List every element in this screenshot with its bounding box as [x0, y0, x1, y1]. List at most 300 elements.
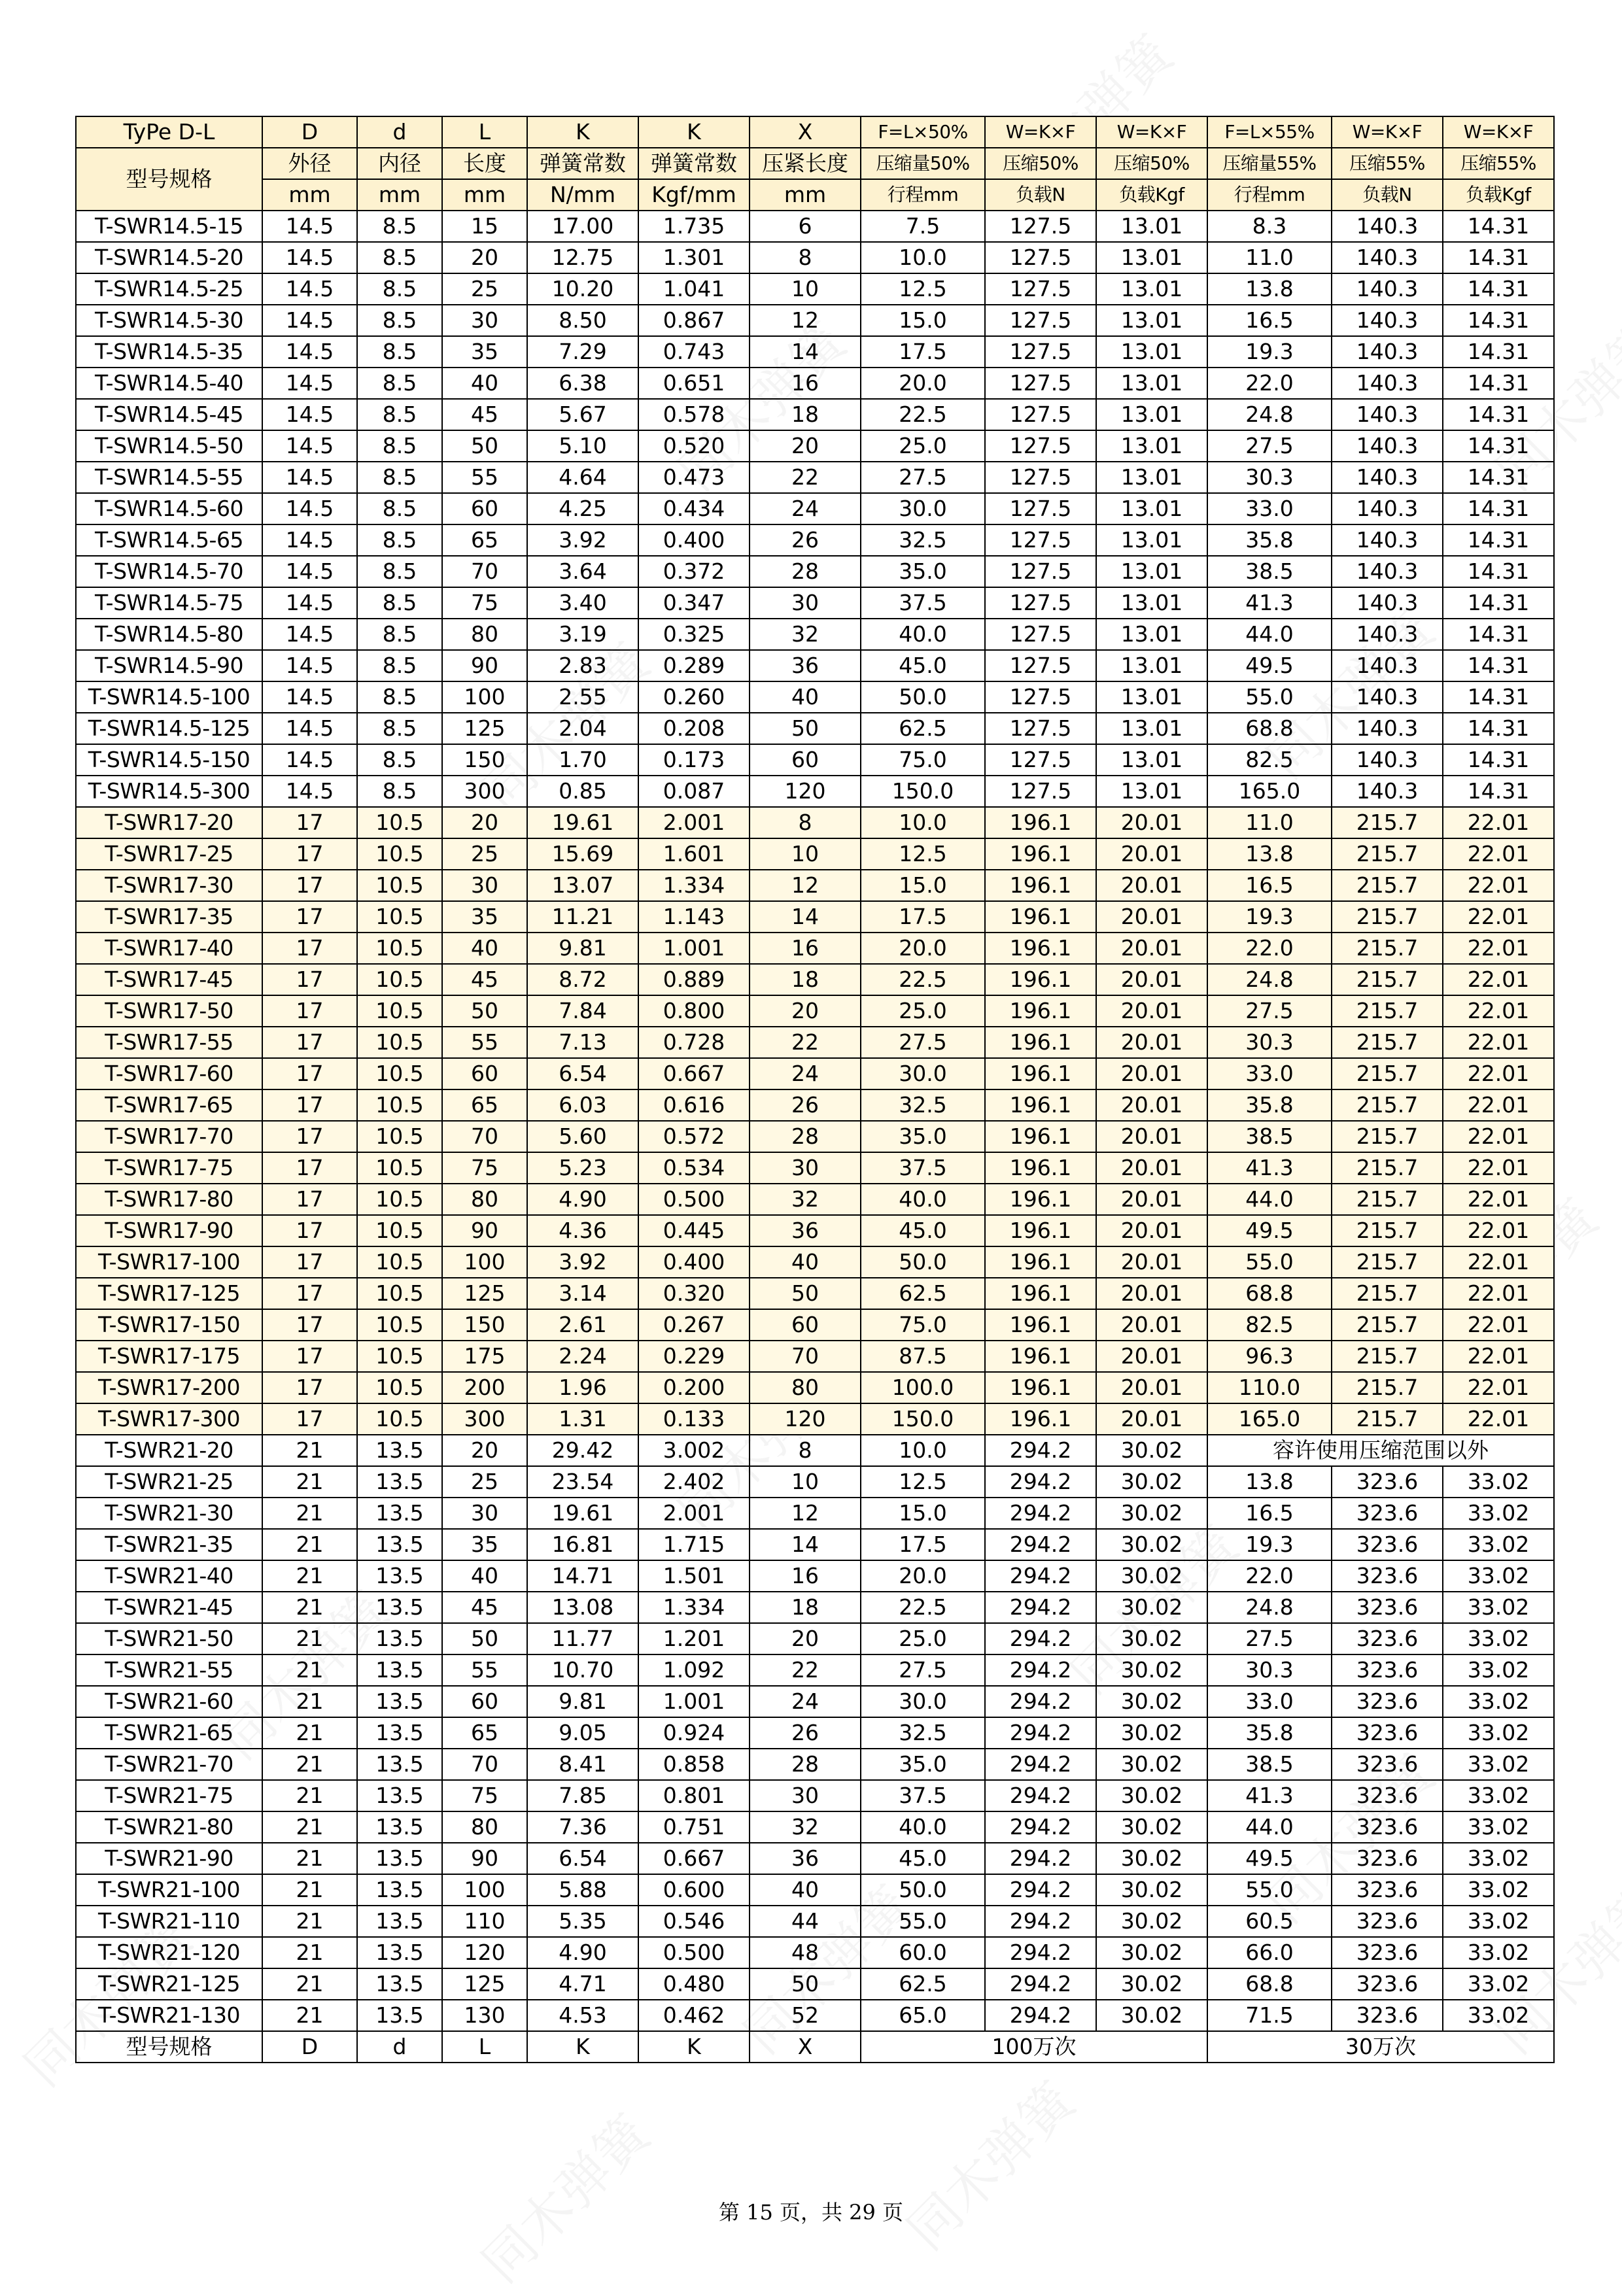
table-cell: 17	[262, 870, 357, 901]
header-cell: W=K×F	[1096, 116, 1207, 148]
table-cell: 2.24	[527, 1341, 638, 1372]
table-cell: 215.7	[1332, 870, 1443, 901]
model-cell: T-SWR21-110	[76, 1906, 262, 1937]
table-row	[76, 1058, 1554, 1089]
table-cell: 14.5	[262, 336, 357, 368]
table-cell: 80	[442, 619, 527, 650]
table-cell: 13.5	[357, 1529, 442, 1560]
table-cell: 140.3	[1332, 744, 1443, 776]
table-cell: 68.8	[1207, 1968, 1332, 2000]
table-row	[76, 1686, 1554, 1717]
table-cell: 1.001	[638, 1686, 750, 1717]
table-cell: 21	[262, 1843, 357, 1874]
table-cell: 294.2	[985, 1780, 1096, 1811]
model-cell: T-SWR17-125	[76, 1278, 262, 1309]
table-cell: 13.5	[357, 1717, 442, 1749]
model-cell: T-SWR21-25	[76, 1466, 262, 1498]
table-cell: 323.6	[1332, 1686, 1443, 1717]
table-row	[76, 1121, 1554, 1152]
table-cell: 13.01	[1096, 273, 1207, 305]
table-cell: 35.8	[1207, 1717, 1332, 1749]
table-cell: 20.01	[1096, 1184, 1207, 1215]
table-cell: 196.1	[985, 1278, 1096, 1309]
table-cell: 294.2	[985, 1529, 1096, 1560]
table-cell: 30.02	[1096, 1654, 1207, 1686]
table-cell: 27.5	[1207, 430, 1332, 462]
table-cell: 294.2	[985, 1654, 1096, 1686]
model-cell: T-SWR21-20	[76, 1435, 262, 1466]
table-cell: 3.92	[527, 524, 638, 556]
table-cell: 8.5	[357, 242, 442, 273]
table-cell: 294.2	[985, 1686, 1096, 1717]
table-cell: 8.5	[357, 587, 442, 619]
table-cell: 1.715	[638, 1529, 750, 1560]
table-row	[76, 776, 1554, 807]
table-cell: 8.5	[357, 556, 442, 587]
table-row	[76, 1843, 1554, 1874]
table-cell: 26	[750, 1089, 861, 1121]
table-cell: 40	[442, 368, 527, 399]
footer-cell: D	[262, 2031, 357, 2063]
table-row	[76, 524, 1554, 556]
table-cell: 127.5	[985, 399, 1096, 430]
header-row-symbols	[76, 116, 1554, 148]
table-cell: 55	[442, 462, 527, 493]
table-cell: 30.02	[1096, 1435, 1207, 1466]
table-cell: 55	[442, 1654, 527, 1686]
table-cell: 14.31	[1443, 430, 1554, 462]
table-cell: 10.5	[357, 1027, 442, 1058]
table-cell: 50	[442, 430, 527, 462]
table-cell: 127.5	[985, 776, 1096, 807]
watermark-text	[887, 2063, 1088, 2264]
table-cell: 8	[750, 1435, 861, 1466]
table-cell: 30.0	[861, 1058, 985, 1089]
table-cell: 22.01	[1443, 1403, 1554, 1435]
table-cell: 20.01	[1096, 964, 1207, 995]
table-cell: 323.6	[1332, 1623, 1443, 1654]
table-cell: 140.3	[1332, 556, 1443, 587]
table-cell: 14.5	[262, 681, 357, 713]
footer-cell: K	[527, 2031, 638, 2063]
table-cell: 196.1	[985, 1027, 1096, 1058]
table-cell: 30	[750, 587, 861, 619]
table-cell: 14.5	[262, 430, 357, 462]
table-row	[76, 933, 1554, 964]
table-cell: 8.50	[527, 305, 638, 336]
model-cell: T-SWR17-40	[76, 933, 262, 964]
table-cell: 30.02	[1096, 1686, 1207, 1717]
table-cell: 20.01	[1096, 1278, 1207, 1309]
table-cell: 14.31	[1443, 524, 1554, 556]
table-cell: 30.02	[1096, 1560, 1207, 1592]
table-cell: 18	[750, 399, 861, 430]
table-cell: 24	[750, 1686, 861, 1717]
header-cell: mm	[262, 179, 357, 211]
table-cell: 215.7	[1332, 838, 1443, 870]
model-cell: T-SWR14.5-75	[76, 587, 262, 619]
table-row	[76, 681, 1554, 713]
table-cell: 52	[750, 2000, 861, 2031]
table-cell: 3.92	[527, 1246, 638, 1278]
table-cell: 294.2	[985, 1968, 1096, 2000]
model-cell: T-SWR17-150	[76, 1309, 262, 1341]
table-cell: 125	[442, 1278, 527, 1309]
table-cell: 140.3	[1332, 524, 1443, 556]
table-cell: 14.5	[262, 305, 357, 336]
header-cell: 负载N	[1332, 179, 1443, 211]
table-cell: 14	[750, 1529, 861, 1560]
table-cell: 24	[750, 1058, 861, 1089]
table-cell: 37.5	[861, 1780, 985, 1811]
table-row	[76, 1560, 1554, 1592]
table-cell: 70	[442, 1749, 527, 1780]
table-cell: 30.02	[1096, 1749, 1207, 1780]
table-cell: 13.01	[1096, 524, 1207, 556]
table-cell: 22.01	[1443, 870, 1554, 901]
table-cell: 3.19	[527, 619, 638, 650]
table-cell: 22.01	[1443, 1152, 1554, 1184]
table-cell: 196.1	[985, 870, 1096, 901]
model-cell: T-SWR14.5-100	[76, 681, 262, 713]
header-cell: 压缩50%	[985, 148, 1096, 179]
table-cell: 20.01	[1096, 1121, 1207, 1152]
table-cell: 0.173	[638, 744, 750, 776]
table-cell: 127.5	[985, 242, 1096, 273]
footer-cell: K	[638, 2031, 750, 2063]
table-cell: 323.6	[1332, 1843, 1443, 1874]
table-cell: 13.5	[357, 1466, 442, 1498]
model-cell: T-SWR14.5-45	[76, 399, 262, 430]
header-cell: L	[442, 116, 527, 148]
model-cell: T-SWR17-45	[76, 964, 262, 995]
table-row	[76, 1152, 1554, 1184]
table-cell: 8.5	[357, 713, 442, 744]
table-cell: 62.5	[861, 1278, 985, 1309]
table-row	[76, 1498, 1554, 1529]
table-cell: 12.5	[861, 838, 985, 870]
table-cell: 30.02	[1096, 2000, 1207, 2031]
model-cell: T-SWR17-55	[76, 1027, 262, 1058]
table-cell: 215.7	[1332, 901, 1443, 933]
table-cell: 14.5	[262, 211, 357, 242]
table-cell: 14.5	[262, 776, 357, 807]
table-cell: 2.402	[638, 1466, 750, 1498]
table-cell: 10.5	[357, 870, 442, 901]
table-cell: 1.301	[638, 242, 750, 273]
table-cell: 215.7	[1332, 807, 1443, 838]
table-cell: 0.200	[638, 1372, 750, 1403]
model-cell: T-SWR14.5-15	[76, 211, 262, 242]
table-cell: 1.092	[638, 1654, 750, 1686]
table-cell: 14.5	[262, 650, 357, 681]
table-cell: 215.7	[1332, 1309, 1443, 1341]
table-cell: 41.3	[1207, 1780, 1332, 1811]
table-cell: 215.7	[1332, 1246, 1443, 1278]
table-cell: 0.462	[638, 2000, 750, 2031]
table-cell: 33.02	[1443, 1654, 1554, 1686]
table-cell: 20.01	[1096, 901, 1207, 933]
table-cell: 127.5	[985, 744, 1096, 776]
table-cell: 2.04	[527, 713, 638, 744]
table-cell: 10.5	[357, 1184, 442, 1215]
table-cell: 17	[262, 1184, 357, 1215]
table-cell: 10.5	[357, 838, 442, 870]
table-cell: 22.01	[1443, 1309, 1554, 1341]
table-cell: 215.7	[1332, 1278, 1443, 1309]
table-cell: 0.372	[638, 556, 750, 587]
model-cell: T-SWR17-30	[76, 870, 262, 901]
table-cell: 82.5	[1207, 1309, 1332, 1341]
table-cell: 21	[262, 1435, 357, 1466]
table-cell: 323.6	[1332, 1937, 1443, 1968]
table-cell: 7.85	[527, 1780, 638, 1811]
table-cell: 11.21	[527, 901, 638, 933]
table-cell: 30.02	[1096, 1717, 1207, 1749]
table-cell: 33.02	[1443, 1937, 1554, 1968]
table-cell: 14.71	[527, 1560, 638, 1592]
table-cell: 22	[750, 1654, 861, 1686]
table-cell: 323.6	[1332, 2000, 1443, 2031]
table-cell: 13.01	[1096, 681, 1207, 713]
table-row	[76, 1435, 1554, 1466]
table-cell: 2.61	[527, 1309, 638, 1341]
table-cell: 19.61	[527, 807, 638, 838]
table-cell: 0.85	[527, 776, 638, 807]
table-row	[76, 493, 1554, 524]
table-cell: 21	[262, 1968, 357, 2000]
table-cell: 0.889	[638, 964, 750, 995]
table-cell: 140.3	[1332, 650, 1443, 681]
table-cell: 140.3	[1332, 399, 1443, 430]
table-cell: 215.7	[1332, 1215, 1443, 1246]
header-cell: 负载Kgf	[1096, 179, 1207, 211]
table-cell: 215.7	[1332, 1089, 1443, 1121]
table-cell: 196.1	[985, 1121, 1096, 1152]
header-cell: Kgf/mm	[638, 179, 750, 211]
table-cell: 0.400	[638, 524, 750, 556]
table-cell: 22.01	[1443, 1278, 1554, 1309]
table-cell: 40	[442, 933, 527, 964]
table-cell: 20.01	[1096, 995, 1207, 1027]
table-cell: 65	[442, 1717, 527, 1749]
table-cell: 20.01	[1096, 870, 1207, 901]
table-cell: 13.5	[357, 1780, 442, 1811]
table-cell: 50	[442, 995, 527, 1027]
table-cell: 44.0	[1207, 1811, 1332, 1843]
table-cell: 70	[442, 1121, 527, 1152]
table-cell: 140.3	[1332, 368, 1443, 399]
table-cell: 13.5	[357, 1968, 442, 2000]
table-cell: 0.500	[638, 1937, 750, 1968]
header-cell: 压缩50%	[1096, 148, 1207, 179]
table-cell: 150	[442, 1309, 527, 1341]
table-cell: 14.31	[1443, 305, 1554, 336]
table-cell: 0.347	[638, 587, 750, 619]
table-cell: 22.01	[1443, 1215, 1554, 1246]
table-row	[76, 807, 1554, 838]
table-cell: 8.5	[357, 462, 442, 493]
table-cell: 0.087	[638, 776, 750, 807]
table-cell: 196.1	[985, 1152, 1096, 1184]
table-cell: 30.02	[1096, 1968, 1207, 2000]
table-cell: 13.5	[357, 1498, 442, 1529]
table-row	[76, 1341, 1554, 1372]
model-cell: T-SWR21-55	[76, 1654, 262, 1686]
table-cell: 40	[442, 1560, 527, 1592]
table-cell: 215.7	[1332, 1152, 1443, 1184]
table-cell: 30.02	[1096, 1906, 1207, 1937]
table-cell: 1.201	[638, 1623, 750, 1654]
table-cell: 10.5	[357, 1246, 442, 1278]
table-cell: 10.5	[357, 995, 442, 1027]
table-cell: 14.31	[1443, 462, 1554, 493]
table-cell: 22.01	[1443, 1027, 1554, 1058]
table-cell: 38.5	[1207, 1749, 1332, 1780]
table-cell: 45	[442, 1592, 527, 1623]
table-cell: 17	[262, 838, 357, 870]
table-cell: 2.55	[527, 681, 638, 713]
model-cell: T-SWR17-300	[76, 1403, 262, 1435]
table-cell: 25.0	[861, 430, 985, 462]
table-cell: 6.54	[527, 1058, 638, 1089]
table-cell: 196.1	[985, 1089, 1096, 1121]
table-cell: 323.6	[1332, 1780, 1443, 1811]
table-cell: 30	[750, 1780, 861, 1811]
table-cell: 323.6	[1332, 1529, 1443, 1560]
table-cell: 20.01	[1096, 1372, 1207, 1403]
table-cell: 0.500	[638, 1184, 750, 1215]
table-cell: 150	[442, 744, 527, 776]
table-cell: 215.7	[1332, 1372, 1443, 1403]
table-row	[76, 744, 1554, 776]
table-cell: 35	[442, 901, 527, 933]
table-cell: 20.01	[1096, 1152, 1207, 1184]
table-cell: 50	[442, 1623, 527, 1654]
table-cell: 62.5	[861, 713, 985, 744]
table-cell: 10	[750, 1466, 861, 1498]
table-cell: 13.5	[357, 1906, 442, 1937]
model-cell: T-SWR21-120	[76, 1937, 262, 1968]
table-cell: 1.041	[638, 273, 750, 305]
table-cell: 140.3	[1332, 713, 1443, 744]
table-cell: 8.41	[527, 1749, 638, 1780]
table-cell: 22.01	[1443, 1184, 1554, 1215]
table-cell: 140.3	[1332, 493, 1443, 524]
table-row	[76, 399, 1554, 430]
table-cell: 13.5	[357, 1592, 442, 1623]
table-cell: 13.01	[1096, 619, 1207, 650]
table-row	[76, 556, 1554, 587]
model-cell: T-SWR21-65	[76, 1717, 262, 1749]
table-cell: 25	[442, 1466, 527, 1498]
table-cell: 32	[750, 1811, 861, 1843]
table-cell: 9.81	[527, 933, 638, 964]
table-cell: 323.6	[1332, 1717, 1443, 1749]
table-cell: 8.5	[357, 681, 442, 713]
table-cell: 110.0	[1207, 1372, 1332, 1403]
table-cell: 8.5	[357, 273, 442, 305]
table-cell: 33.0	[1207, 1058, 1332, 1089]
table-cell: 1.735	[638, 211, 750, 242]
table-cell: 11.77	[527, 1623, 638, 1654]
table-cell: 21	[262, 1466, 357, 1498]
table-cell: 20	[750, 995, 861, 1027]
table-cell: 14.31	[1443, 368, 1554, 399]
table-cell: 25	[442, 838, 527, 870]
model-cell: T-SWR14.5-70	[76, 556, 262, 587]
table-cell: 140.3	[1332, 619, 1443, 650]
table-cell: 127.5	[985, 462, 1096, 493]
table-cell: 22.01	[1443, 1089, 1554, 1121]
table-cell: 14.31	[1443, 744, 1554, 776]
header-cell: W=K×F	[985, 116, 1096, 148]
table-cell: 30.3	[1207, 1027, 1332, 1058]
table-cell: 55.0	[1207, 1246, 1332, 1278]
table-cell: 50.0	[861, 1874, 985, 1906]
table-cell: 13.01	[1096, 556, 1207, 587]
model-cell: T-SWR21-130	[76, 2000, 262, 2031]
table-cell: 33.02	[1443, 1686, 1554, 1717]
table-cell: 48	[750, 1937, 861, 1968]
header-cell: d	[357, 116, 442, 148]
model-cell: T-SWR21-50	[76, 1623, 262, 1654]
table-cell: 22.01	[1443, 995, 1554, 1027]
table-cell: 13.5	[357, 1749, 442, 1780]
table-cell: 5.10	[527, 430, 638, 462]
table-cell: 12.5	[861, 273, 985, 305]
table-cell: 13.5	[357, 1811, 442, 1843]
table-row	[76, 242, 1554, 273]
table-cell: 30.02	[1096, 1623, 1207, 1654]
table-cell: 32	[750, 619, 861, 650]
table-cell: 80	[442, 1811, 527, 1843]
table-cell: 17.5	[861, 336, 985, 368]
table-cell: 21	[262, 1874, 357, 1906]
table-cell: 13.01	[1096, 587, 1207, 619]
table-cell: 40.0	[861, 619, 985, 650]
table-cell: 17	[262, 1027, 357, 1058]
header-row-units	[76, 179, 1554, 211]
table-cell: 0.651	[638, 368, 750, 399]
table-cell: 22.01	[1443, 901, 1554, 933]
table-cell: 14.5	[262, 493, 357, 524]
table-cell: 13.01	[1096, 713, 1207, 744]
table-cell: 14.5	[262, 399, 357, 430]
table-cell: 14.5	[262, 462, 357, 493]
table-cell: 29.42	[527, 1435, 638, 1466]
model-cell: T-SWR17-70	[76, 1121, 262, 1152]
table-cell: 196.1	[985, 1058, 1096, 1089]
table-cell: 175	[442, 1341, 527, 1372]
header-cell: 压缩量50%	[861, 148, 985, 179]
model-cell: T-SWR14.5-80	[76, 619, 262, 650]
table-row	[76, 995, 1554, 1027]
table-cell: 127.5	[985, 211, 1096, 242]
model-cell: T-SWR17-175	[76, 1341, 262, 1372]
table-cell: 3.64	[527, 556, 638, 587]
table-cell: 17	[262, 1152, 357, 1184]
table-row	[76, 1623, 1554, 1654]
table-cell: 14.5	[262, 744, 357, 776]
table-cell: 13.01	[1096, 242, 1207, 273]
header-cell: mm	[750, 179, 861, 211]
table-cell: 294.2	[985, 2000, 1096, 2031]
table-cell: 7.29	[527, 336, 638, 368]
table-cell: 13.01	[1096, 744, 1207, 776]
table-cell: 140.3	[1332, 273, 1443, 305]
table-cell: 33.02	[1443, 1968, 1554, 2000]
